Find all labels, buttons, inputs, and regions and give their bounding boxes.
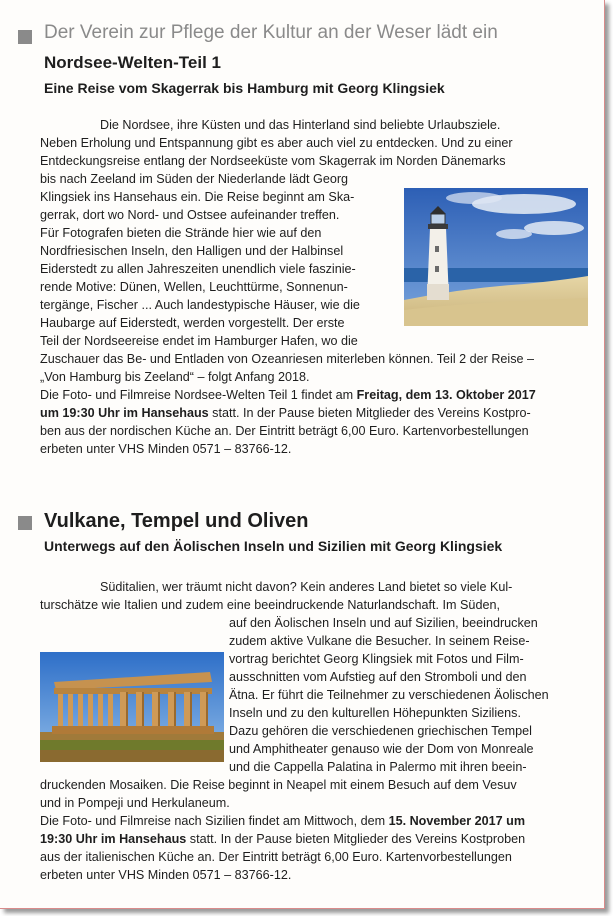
event-date: 15. November 2017 um bbox=[388, 814, 526, 828]
section-bullet-1 bbox=[18, 30, 32, 44]
event-info-line bbox=[40, 812, 525, 830]
body-line: zudem aktive Vulkane die Besucher. In seinem Reise- bbox=[229, 634, 530, 648]
body-line: auf den Äolischen Inseln und auf Sizilien, beeindrucken bbox=[229, 616, 538, 630]
body-line: Klingsiek ins Hansehaus ein. Die Reise beginnt am Ska- bbox=[40, 190, 355, 204]
event-info-post: statt. In der Pause bieten Mitglieder des Vereins Kostpro- bbox=[208, 406, 531, 420]
body-line: Süditalien, wer träumt nicht davon? Kein anderes Land bietet so viele Kul- bbox=[100, 580, 513, 594]
event-info-line: erbeten unter VHS Minden 0571 – 83766-12. bbox=[40, 442, 292, 456]
body-line: turschätze wie Italien und zudem eine beeindruckende Naturlandschaft. Im Süden, bbox=[40, 598, 500, 612]
body-line: Eiderstedt zu allen Jahreszeiten unendlich viele faszinie- bbox=[40, 262, 356, 276]
body-line: gerrak, dort wo Nord- und Ostsee aufeinander treffen. bbox=[40, 208, 340, 222]
article1-title: Nordsee-Welten-Teil 1 bbox=[44, 53, 221, 72]
article2-title: Vulkane, Tempel und Oliven bbox=[44, 510, 309, 532]
event-info-line bbox=[40, 404, 531, 422]
body-line: Inseln und zu den kulturellen Höhepunkten Siziliens. bbox=[229, 706, 521, 720]
body-line: bis nach Zeeland im Süden der Niederlande lädt Georg bbox=[40, 172, 349, 186]
club-intro: Der Verein zur Pflege der Kultur an der Weser lädt ein bbox=[44, 22, 498, 43]
event-info-line: erbeten unter VHS Minden 0571 – 83766-12. bbox=[40, 868, 292, 882]
body-line: Teil der Nordseereise endet im Hamburger Hafen, wo die bbox=[40, 334, 358, 348]
event-info-line bbox=[40, 830, 525, 848]
body-line: druckenden Mosaiken. Die Reise beginnt in Neapel mit einem Besuch auf dem Vesuv bbox=[40, 778, 517, 792]
article2-subtitle: Unterwegs auf den Äolischen Inseln und Sizilien mit Georg Klingsiek bbox=[44, 538, 503, 554]
event-time-place: um 19:30 Uhr im Hansehaus bbox=[40, 406, 209, 420]
body-line: Entdeckungsreise entlang der Nordseeküste vom Skagerrak im Norden Dänemarks bbox=[40, 154, 506, 168]
body-line: und in Pompeji und Herkulaneum. bbox=[40, 796, 230, 810]
body-line: Nordfriesischen Inseln, den Halligen und der Halbinsel bbox=[40, 244, 344, 258]
body-line: Zuschauer das Be- und Entladen von Ozeanriesen miterleben können. Teil 2 der Reise – bbox=[40, 352, 535, 366]
body-line: Neben Erholung und Entspannung gibt es aber auch viel zu entdecken. Und zu einer bbox=[40, 136, 513, 150]
body-line: Für Fotografen bieten die Strände hier wie auf den bbox=[40, 226, 322, 240]
event-time-place: 19:30 Uhr im Hansehaus bbox=[40, 832, 187, 846]
event-info-pre: Die Foto- und Filmreise Nordsee-Welten Teil 1 findet am bbox=[40, 388, 357, 402]
body-line: Dazu gehören die verschiedenen griechischen Tempel bbox=[229, 724, 532, 738]
body-line: Haubarge auf Eiderstedt, werden vorgestellt. Der erste bbox=[40, 316, 345, 330]
event-info-pre: Die Foto- und Filmreise nach Sizilien findet am Mittwoch, dem bbox=[40, 814, 389, 828]
section-bullet-2 bbox=[18, 516, 32, 530]
body-line: und Amphitheater genauso wie der Dom von Monreale bbox=[229, 742, 534, 756]
greek-temple-photo bbox=[40, 652, 224, 762]
event-info-line: aus der italienischen Küche an. Der Eintritt beträgt 6,00 Euro. Kartenvorbestellungen bbox=[40, 850, 512, 864]
event-info-post: statt. In der Pause bieten Mitglieder des Vereins Kostproben bbox=[186, 832, 526, 846]
body-line: rende Motive: Dünen, Wellen, Leuchttürme, Sonnenun- bbox=[40, 280, 348, 294]
body-line: Die Nordsee, ihre Küsten und das Hinterland sind beliebte Urlaubsziele. bbox=[100, 118, 501, 132]
event-info-line: ben aus der nordischen Küche an. Der Eintritt beträgt 6,00 Euro. Kartenvorbestellungen bbox=[40, 424, 529, 438]
event-date: Freitag, dem 13. Oktober 2017 bbox=[356, 388, 536, 402]
body-line: ausschnitten vom Aufstieg auf den Stromboli und den bbox=[229, 670, 527, 684]
article1-subtitle: Eine Reise vom Skagerrak bis Hamburg mit Georg Klingsiek bbox=[44, 80, 445, 96]
body-line: vortrag berichtet Georg Klingsiek mit Fotos und Film- bbox=[229, 652, 524, 666]
body-line: Ätna. Er führt die Teilnehmer zu verschiedenen Äolischen bbox=[229, 688, 549, 702]
body-line: „Von Hamburg bis Zeeland“ – folgt Anfang 2018. bbox=[40, 370, 310, 384]
body-line: und die Cappella Palatina in Palermo mit ihren beein- bbox=[229, 760, 527, 774]
lighthouse-photo bbox=[404, 188, 588, 326]
event-info-line bbox=[40, 386, 536, 404]
body-line: tergänge, Fischer ... Auch landestypische Häuser, wie die bbox=[40, 298, 360, 312]
